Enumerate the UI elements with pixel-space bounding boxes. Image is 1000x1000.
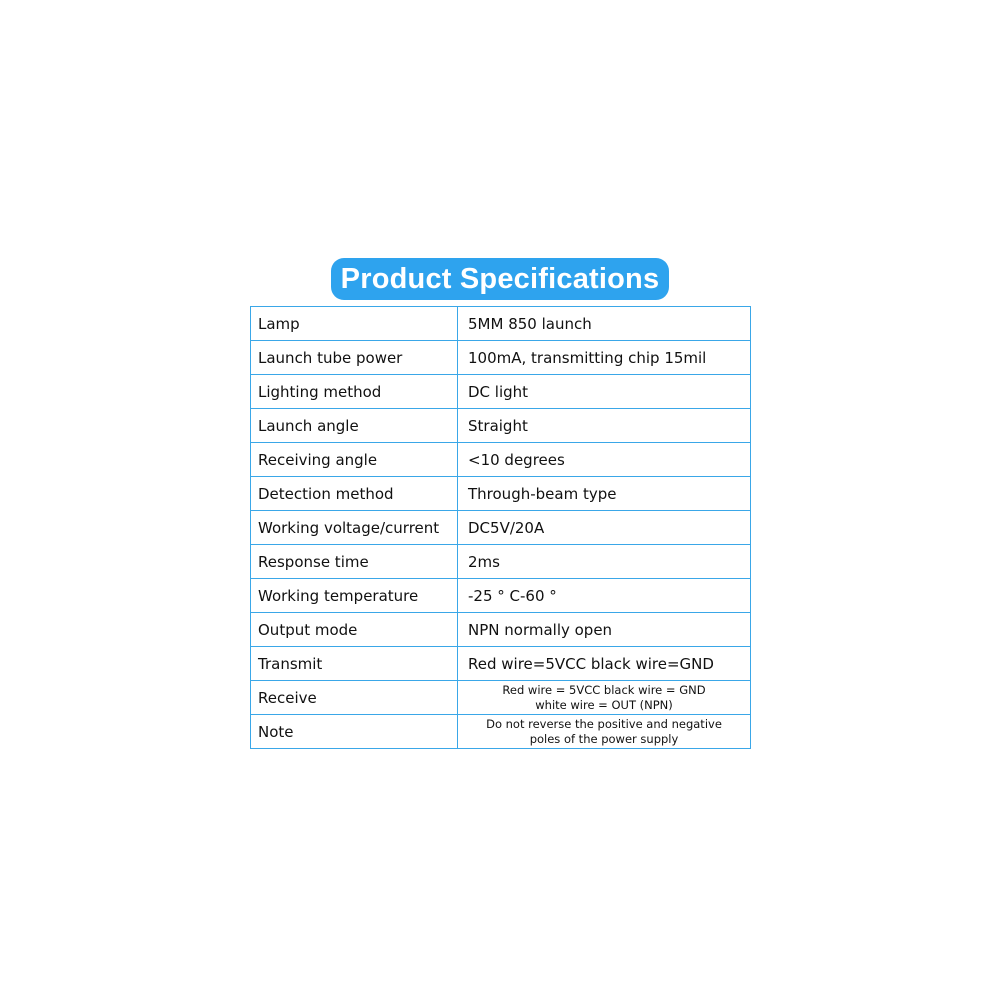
spec-value: DC light bbox=[458, 375, 751, 409]
spec-label: Note bbox=[251, 715, 458, 749]
spec-label: Lighting method bbox=[251, 375, 458, 409]
spec-value bbox=[458, 681, 751, 715]
spec-label: Lamp bbox=[251, 307, 458, 341]
spec-label: Response time bbox=[251, 545, 458, 579]
spec-value: -25 ° C-60 ° bbox=[458, 579, 751, 613]
page-title: Product Specifications bbox=[331, 258, 669, 300]
table-row bbox=[251, 375, 751, 409]
table-row bbox=[251, 613, 751, 647]
spec-value-line: Do not reverse the positive and negative bbox=[486, 716, 722, 731]
spec-value-line: white wire = OUT (NPN) bbox=[535, 697, 673, 712]
spec-value: <10 degrees bbox=[458, 443, 751, 477]
spec-value: DC5V/20A bbox=[458, 511, 751, 545]
spec-value: Straight bbox=[458, 409, 751, 443]
spec-table bbox=[250, 306, 751, 749]
spec-value-line: poles of the power supply bbox=[529, 731, 679, 746]
spec-label: Transmit bbox=[251, 647, 458, 681]
spec-label: Output mode bbox=[251, 613, 458, 647]
table-row bbox=[251, 579, 751, 613]
table-row bbox=[251, 409, 751, 443]
spec-value: 5MM 850 launch bbox=[458, 307, 751, 341]
spec-value: 100mA, transmitting chip 15mil bbox=[458, 341, 751, 375]
spec-value: Through-beam type bbox=[458, 477, 751, 511]
table-row bbox=[251, 477, 751, 511]
spec-value: Red wire=5VCC black wire=GND bbox=[458, 647, 751, 681]
spec-label: Detection method bbox=[251, 477, 458, 511]
table-row bbox=[251, 681, 751, 715]
table-row bbox=[251, 341, 751, 375]
table-row bbox=[251, 647, 751, 681]
spec-label: Launch angle bbox=[251, 409, 458, 443]
spec-label: Launch tube power bbox=[251, 341, 458, 375]
table-row bbox=[251, 545, 751, 579]
spec-value bbox=[458, 715, 751, 749]
table-row bbox=[251, 443, 751, 477]
spec-value: 2ms bbox=[458, 545, 751, 579]
spec-label: Working voltage/current bbox=[251, 511, 458, 545]
table-row bbox=[251, 715, 751, 749]
spec-label: Receive bbox=[251, 681, 458, 715]
spec-value: NPN normally open bbox=[458, 613, 751, 647]
spec-value-line: Red wire = 5VCC black wire = GND bbox=[502, 682, 706, 697]
spec-label: Receiving angle bbox=[251, 443, 458, 477]
spec-label: Working temperature bbox=[251, 579, 458, 613]
table-row bbox=[251, 307, 751, 341]
table-row bbox=[251, 511, 751, 545]
